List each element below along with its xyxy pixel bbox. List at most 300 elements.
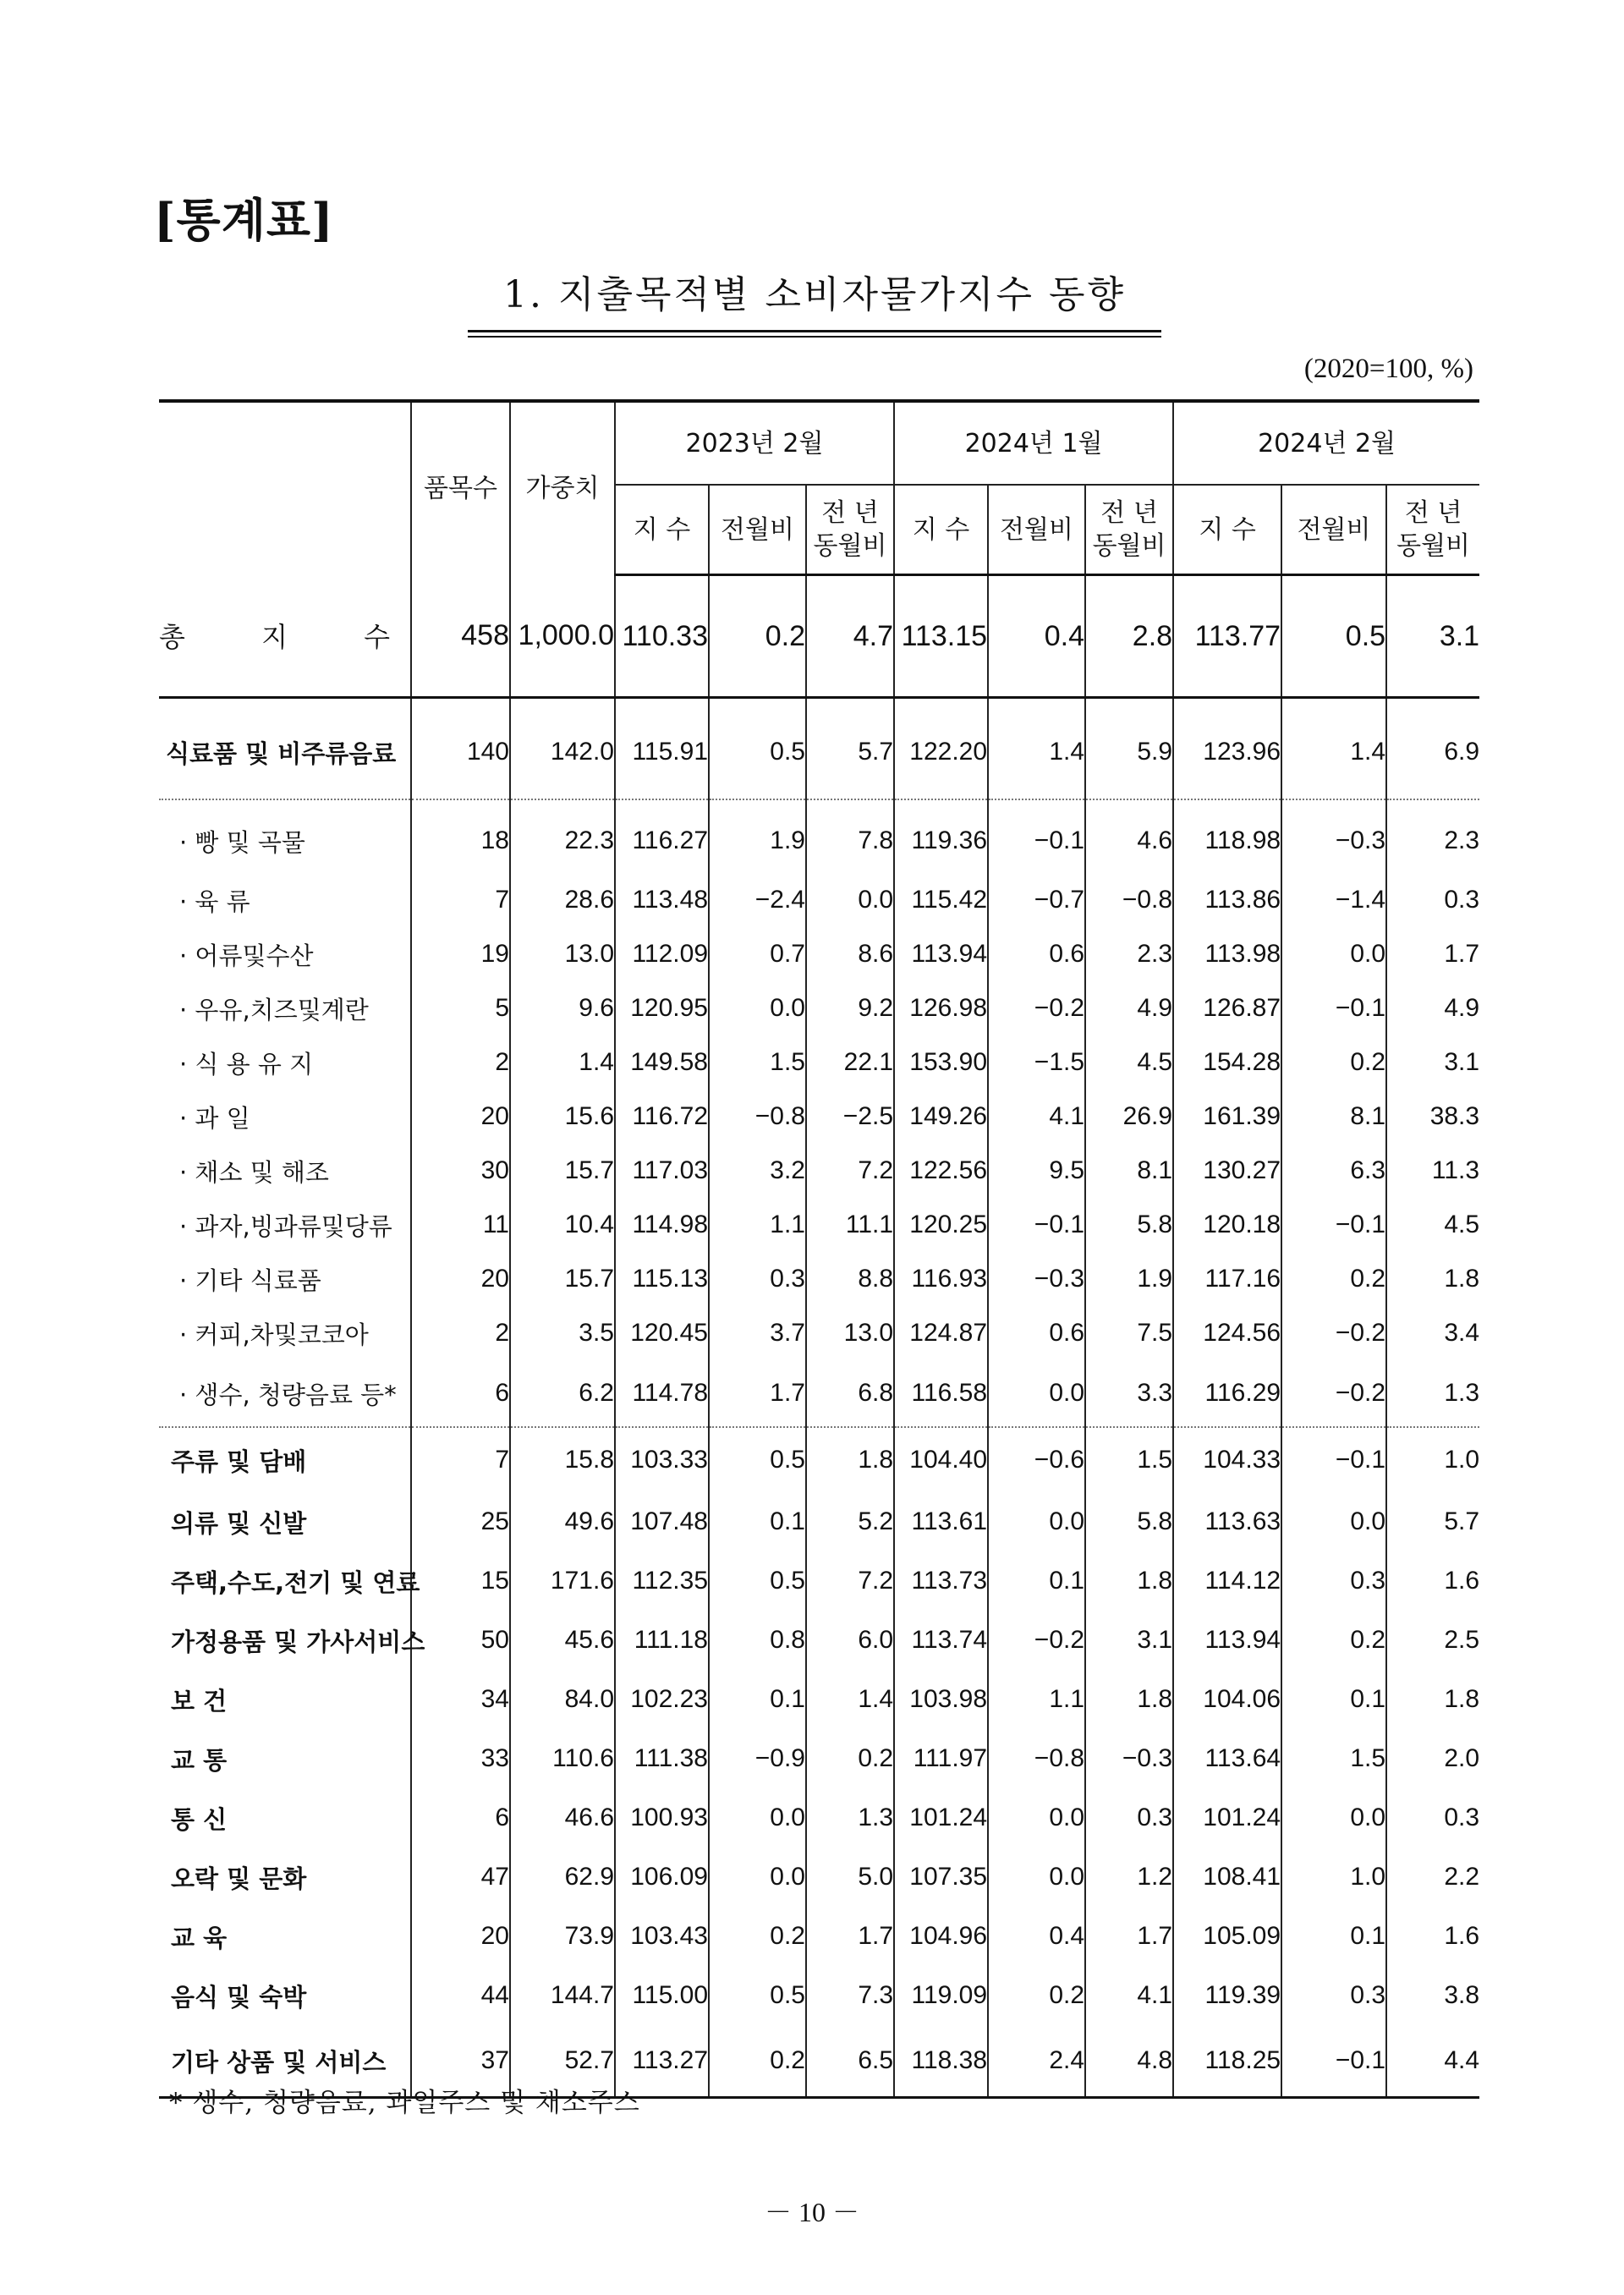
table-cell: 1.8 [1386, 1670, 1479, 1729]
table-cell: 1.4 [1281, 698, 1386, 800]
header-yoy-line2: 동월비 [1396, 531, 1471, 561]
table-cell: 1.9 [709, 799, 806, 873]
table-cell: 20 [411, 1907, 510, 1966]
table-cell: 110.6 [510, 1729, 615, 1788]
table-row [159, 1198, 1479, 1252]
table-cell: 1.4 [510, 1035, 615, 1090]
table-cell: 108.41 [1173, 1848, 1281, 1907]
table-cell: 101.24 [1173, 1788, 1281, 1848]
table-cell: 1.8 [806, 1427, 894, 1492]
table-row [159, 981, 1479, 1035]
header-weight: 가중치 [510, 401, 615, 575]
header-yoy [1386, 485, 1479, 575]
table-cell: 33 [411, 1729, 510, 1788]
table-cell: 1.0 [1386, 1427, 1479, 1492]
row-label: 기타 상품 및 서비스 [159, 2025, 411, 2098]
table-row [159, 1427, 1479, 1492]
table-cell: 104.06 [1173, 1670, 1281, 1729]
table-cell: 115.42 [894, 873, 988, 927]
table-cell: 124.87 [894, 1306, 988, 1360]
table-cell: 113.94 [1173, 1611, 1281, 1670]
table-cell: −0.1 [988, 1198, 1085, 1252]
table-cell: 6.3 [1281, 1144, 1386, 1198]
table-row [159, 1611, 1479, 1670]
table-cell: 153.90 [894, 1035, 988, 1090]
header-mom: 전월비 [1281, 485, 1386, 575]
table-cell: 0.2 [1281, 1252, 1386, 1306]
table-cell: 10.4 [510, 1198, 615, 1252]
table-cell: 0.0 [709, 1788, 806, 1848]
table-cell: −1.5 [988, 1035, 1085, 1090]
table-cell: 5 [411, 981, 510, 1035]
table-cell: 6.0 [806, 1611, 894, 1670]
table-cell: 1.3 [806, 1788, 894, 1848]
table-cell: 113.98 [1173, 927, 1281, 981]
table-cell: 3.1 [1386, 575, 1479, 698]
table-header [159, 401, 1479, 575]
table-cell: 0.0 [806, 873, 894, 927]
table-cell: 0.0 [709, 1848, 806, 1907]
table-cell: −0.8 [709, 1090, 806, 1144]
table-cell: −0.9 [709, 1729, 806, 1788]
table-cell: 2.5 [1386, 1611, 1479, 1670]
table-row [159, 1144, 1479, 1198]
table-cell: 30 [411, 1144, 510, 1198]
table-cell: 116.93 [894, 1252, 988, 1306]
table-cell: 7.3 [806, 1966, 894, 2025]
table-cell: 3.7 [709, 1306, 806, 1360]
table-cell: 4.5 [1386, 1198, 1479, 1252]
table-row [159, 1848, 1479, 1907]
table-cell: 4.4 [1386, 2025, 1479, 2098]
table-cell: 1.0 [1281, 1848, 1386, 1907]
table-cell: 0.1 [1281, 1670, 1386, 1729]
table-cell: 7.5 [1085, 1306, 1173, 1360]
table-cell: 126.87 [1173, 981, 1281, 1035]
total-index-row [159, 575, 1479, 698]
table-row [159, 1306, 1479, 1360]
table-cell: 7.2 [806, 1144, 894, 1198]
table-cell: 2.3 [1085, 927, 1173, 981]
table-cell: −0.1 [988, 799, 1085, 873]
table-cell: 144.7 [510, 1966, 615, 2025]
table-cell: −0.1 [1281, 1427, 1386, 1492]
table-cell: 120.45 [615, 1306, 709, 1360]
row-label: 오락 및 문화 [171, 1864, 307, 1893]
table-cell: 104.40 [894, 1427, 988, 1492]
row-label: 음식 및 숙박 [171, 1982, 307, 2012]
table-cell: 116.58 [894, 1360, 988, 1427]
table-cell: 102.23 [615, 1670, 709, 1729]
table-row [159, 1090, 1479, 1144]
table-cell: 3.3 [1085, 1360, 1173, 1427]
title-underline [468, 330, 1161, 332]
table-row [159, 1788, 1479, 1848]
table-cell: 0.3 [1386, 1788, 1479, 1848]
table-cell: 6.8 [806, 1360, 894, 1427]
table-cell: 113.63 [1173, 1492, 1281, 1551]
table-cell: 104.33 [1173, 1427, 1281, 1492]
table-cell: 458 [411, 575, 510, 698]
table-cell: 11.3 [1386, 1144, 1479, 1198]
table-cell: 103.43 [615, 1907, 709, 1966]
table-cell: 50 [411, 1611, 510, 1670]
table-cell: 105.09 [1173, 1907, 1281, 1966]
table-cell: 104.96 [894, 1907, 988, 1966]
table-cell: 4.9 [1085, 981, 1173, 1035]
table-cell: −0.8 [1085, 873, 1173, 927]
table-cell: 13.0 [510, 927, 615, 981]
table-cell: 0.5 [709, 1427, 806, 1492]
table-cell: 1.7 [806, 1907, 894, 1966]
table-cell: 0.6 [988, 927, 1085, 981]
title-block [468, 264, 1161, 338]
table-cell: −0.1 [1281, 2025, 1386, 2098]
table-cell: 15.7 [510, 1144, 615, 1198]
table-cell: 0.0 [988, 1788, 1085, 1848]
row-label: · 육 류 [179, 887, 250, 916]
table-cell: 124.56 [1173, 1306, 1281, 1360]
table-cell: 2.8 [1085, 575, 1173, 698]
table-cell: 6 [411, 1788, 510, 1848]
table-cell: 100.93 [615, 1788, 709, 1848]
table-cell: 8.1 [1085, 1144, 1173, 1198]
table-cell: 1.5 [1281, 1729, 1386, 1788]
header-period-1: 2023년 2월 [615, 401, 894, 485]
table-cell: 1.4 [806, 1670, 894, 1729]
table-cell: 110.33 [615, 575, 709, 698]
table-row [159, 1729, 1479, 1788]
table-cell: 1.5 [1085, 1427, 1173, 1492]
table-cell: 111.97 [894, 1729, 988, 1788]
table-cell: −0.1 [1281, 981, 1386, 1035]
table-cell: 20 [411, 1090, 510, 1144]
header-item-count: 품목수 [411, 401, 510, 575]
row-label: 의류 및 신발 [171, 1508, 307, 1538]
table-cell: 15 [411, 1551, 510, 1611]
table-cell: 1.8 [1085, 1670, 1173, 1729]
row-label: 보 건 [171, 1686, 228, 1716]
table-cell: 113.27 [615, 2025, 709, 2098]
table-cell: 103.33 [615, 1427, 709, 1492]
table-cell: 5.2 [806, 1492, 894, 1551]
row-label: 식료품 및 비주류음료 [159, 698, 411, 800]
table-cell: 38.3 [1386, 1090, 1479, 1144]
table-row [159, 873, 1479, 927]
table-cell: 11 [411, 1198, 510, 1252]
table-cell: 115.91 [615, 698, 709, 800]
table-cell: 123.96 [1173, 698, 1281, 800]
table-cell: 2 [411, 1035, 510, 1090]
table-row [159, 1035, 1479, 1090]
table-cell: 149.26 [894, 1090, 988, 1144]
table-cell: 19 [411, 927, 510, 981]
header-yoy [1085, 485, 1173, 575]
table-cell: 3.1 [1085, 1611, 1173, 1670]
table-cell: 28.6 [510, 873, 615, 927]
table-cell: 120.18 [1173, 1198, 1281, 1252]
table-cell: −0.3 [1085, 1729, 1173, 1788]
header-yoy-line2: 동월비 [813, 531, 887, 561]
table-cell: 1.1 [709, 1198, 806, 1252]
table-cell: 114.98 [615, 1198, 709, 1252]
table-cell: 5.0 [806, 1848, 894, 1907]
table-cell: 126.98 [894, 981, 988, 1035]
table-cell: 8.1 [1281, 1090, 1386, 1144]
table-cell: 107.48 [615, 1492, 709, 1551]
table-cell: 107.35 [894, 1848, 988, 1907]
table-cell: 0.3 [1386, 873, 1479, 927]
table-cell: 0.0 [988, 1492, 1085, 1551]
table-cell: 115.13 [615, 1252, 709, 1306]
row-label: · 과 일 [179, 1103, 250, 1133]
table-cell: 0.3 [709, 1252, 806, 1306]
table-cell: 116.27 [615, 799, 709, 873]
table-cell: 1.1 [988, 1670, 1085, 1729]
table-cell: 119.09 [894, 1966, 988, 2025]
table-cell: 0.3 [1281, 1551, 1386, 1611]
table-cell: 113.86 [1173, 873, 1281, 927]
table-cell: 111.18 [615, 1611, 709, 1670]
table-cell: −0.7 [988, 873, 1085, 927]
row-label: · 빵 및 곡물 [179, 827, 305, 857]
document-title: 1. 지출목적별 소비자물가지수 동향 [503, 273, 1126, 316]
row-label: · 식 용 유 지 [179, 1049, 314, 1079]
table-cell: 4.5 [1085, 1035, 1173, 1090]
table-cell: 140 [411, 698, 510, 800]
table-cell: 0.5 [709, 698, 806, 800]
table-cell: 122.56 [894, 1144, 988, 1198]
table-cell: 47 [411, 1848, 510, 1907]
table-cell: 113.77 [1173, 575, 1281, 698]
row-label: · 어류및수산 [179, 941, 314, 970]
table-cell: 113.64 [1173, 1729, 1281, 1788]
table-cell: 1.8 [1085, 1551, 1173, 1611]
row-label: · 생수, 청량음료 등* [159, 1360, 411, 1427]
section-label: [통계표] [154, 193, 334, 247]
table-cell: −0.6 [988, 1427, 1085, 1492]
table-row [159, 1670, 1479, 1729]
table-cell: 119.36 [894, 799, 988, 873]
table-cell: 7 [411, 1427, 510, 1492]
table-cell: 0.2 [988, 1966, 1085, 2025]
table-row [159, 799, 1479, 873]
table-cell: 15.7 [510, 1252, 615, 1306]
row-label: 주택,수도,전기 및 연료 [171, 1568, 420, 1597]
table-cell: 0.2 [1281, 1035, 1386, 1090]
table-cell: 2 [411, 1306, 510, 1360]
header-yoy-line1: 전 년 [1404, 498, 1462, 528]
table-cell: −2.4 [709, 873, 806, 927]
table-cell: 0.1 [1281, 1907, 1386, 1966]
table-cell: 118.38 [894, 2025, 988, 2098]
table-cell: 37 [411, 2025, 510, 2098]
table-cell: 4.7 [806, 575, 894, 698]
table-cell: 1.2 [1085, 1848, 1173, 1907]
table-cell: 117.03 [615, 1144, 709, 1198]
table-cell: 5.8 [1085, 1198, 1173, 1252]
table-cell: 7.8 [806, 799, 894, 873]
table-cell: −0.1 [1281, 1198, 1386, 1252]
table-cell: 112.35 [615, 1551, 709, 1611]
cpi-table [159, 399, 1479, 2099]
table-cell: 2.3 [1386, 799, 1479, 873]
table-cell: 1.5 [709, 1035, 806, 1090]
table-cell: 114.12 [1173, 1551, 1281, 1611]
row-label: · 우유,치즈및계란 [179, 995, 369, 1024]
table-cell: 0.0 [988, 1360, 1085, 1427]
table-cell: 0.5 [1281, 575, 1386, 698]
table-cell: −0.2 [1281, 1360, 1386, 1427]
table-cell: 118.25 [1173, 2025, 1281, 2098]
table-cell: 112.09 [615, 927, 709, 981]
row-label: 교 통 [171, 1745, 228, 1775]
table-cell: 8.8 [806, 1252, 894, 1306]
table-cell: 101.24 [894, 1788, 988, 1848]
header-period-2: 2024년 1월 [894, 401, 1173, 485]
table-cell: 18 [411, 799, 510, 873]
table-cell: 15.6 [510, 1090, 615, 1144]
table-row [159, 927, 1479, 981]
table-cell: 6 [411, 1360, 510, 1427]
table-cell: 8.6 [806, 927, 894, 981]
food-group-row [159, 698, 1479, 800]
table-cell: 118.98 [1173, 799, 1281, 873]
table-cell: 0.0 [709, 981, 806, 1035]
table-cell: 0.2 [709, 1907, 806, 1966]
table-row [159, 1551, 1479, 1611]
table-cell: 106.09 [615, 1848, 709, 1907]
table-cell: 1.6 [1386, 1551, 1479, 1611]
table-cell: 171.6 [510, 1551, 615, 1611]
table-cell: 0.1 [709, 1492, 806, 1551]
table-cell: 1.9 [1085, 1252, 1173, 1306]
table-cell: 5.7 [1386, 1492, 1479, 1551]
table-cell: 1.7 [709, 1360, 806, 1427]
table-cell: 0.0 [988, 1848, 1085, 1907]
table-cell: 114.78 [615, 1360, 709, 1427]
header-yoy [806, 485, 894, 575]
table-cell: 122.20 [894, 698, 988, 800]
table-cell: 0.0 [1281, 1788, 1386, 1848]
table-cell: 73.9 [510, 1907, 615, 1966]
table-cell: 6.9 [1386, 698, 1479, 800]
header-index: 지 수 [894, 485, 988, 575]
table-cell: −0.8 [988, 1729, 1085, 1788]
table-cell: 113.61 [894, 1492, 988, 1551]
table-cell: 0.5 [709, 1551, 806, 1611]
page-number: － 10 － [764, 2197, 859, 2227]
table-cell: 0.4 [988, 575, 1085, 698]
table-cell: 45.6 [510, 1611, 615, 1670]
table-cell: 0.2 [709, 575, 806, 698]
row-label: · 채소 및 해조 [179, 1157, 329, 1187]
table-cell: 7 [411, 873, 510, 927]
table-cell: −2.5 [806, 1090, 894, 1144]
table-cell: 44 [411, 1966, 510, 2025]
table-cell: 9.6 [510, 981, 615, 1035]
table-cell: −1.4 [1281, 873, 1386, 927]
table-cell: 5.8 [1085, 1492, 1173, 1551]
row-label: 통 신 [171, 1804, 228, 1834]
row-label: 가정용품 및 가사서비스 [171, 1627, 425, 1656]
table-cell: 0.7 [709, 927, 806, 981]
table-cell: 6.5 [806, 2025, 894, 2098]
table-cell: 9.2 [806, 981, 894, 1035]
table-cell: 3.4 [1386, 1306, 1479, 1360]
table-row [159, 1252, 1479, 1306]
row-label: 주류 및 담배 [171, 1447, 307, 1476]
row-label: · 과자,빙과류및당류 [179, 1211, 392, 1241]
table-cell: 46.6 [510, 1788, 615, 1848]
row-label: · 커피,차및코코아 [179, 1320, 369, 1349]
table-cell: 120.25 [894, 1198, 988, 1252]
table-cell: 4.6 [1085, 799, 1173, 873]
table-cell: 111.38 [615, 1729, 709, 1788]
table-cell: −0.3 [988, 1252, 1085, 1306]
table-row [159, 1907, 1479, 1966]
unit-note: (2020=100, %) [1303, 354, 1473, 384]
table-cell: 1.7 [1386, 927, 1479, 981]
table-cell: 1.4 [988, 698, 1085, 800]
table-cell: 4.8 [1085, 2025, 1173, 2098]
table-cell: 52.7 [510, 2025, 615, 2098]
row-label: 교 육 [171, 1923, 228, 1952]
table-cell: 0.4 [988, 1907, 1085, 1966]
table-cell: 26.9 [1085, 1090, 1173, 1144]
table-cell: 4.1 [988, 1090, 1085, 1144]
table-cell: 1.6 [1386, 1907, 1479, 1966]
table-cell: 120.95 [615, 981, 709, 1035]
header-index: 지 수 [615, 485, 709, 575]
table-cell: 49.6 [510, 1492, 615, 1551]
header-mom: 전월비 [988, 485, 1085, 575]
table-cell: 113.15 [894, 575, 988, 698]
table-row [159, 1360, 1479, 1427]
table-cell: 5.9 [1085, 698, 1173, 800]
table-cell: 0.2 [1281, 1611, 1386, 1670]
table-cell: 4.1 [1085, 1966, 1173, 2025]
table-cell: 3.8 [1386, 1966, 1479, 2025]
table-cell: 0.8 [709, 1611, 806, 1670]
table-cell: 1.3 [1386, 1360, 1479, 1427]
footnote: * 생수, 청량음료, 과일주스 및 채소주스 [169, 2088, 640, 2118]
table-cell: 142.0 [510, 698, 615, 800]
header-yoy-line1: 전 년 [1100, 498, 1158, 528]
table-cell: 0.0 [1281, 1492, 1386, 1551]
table-row [159, 1492, 1479, 1551]
table-body [159, 575, 1479, 2098]
table-cell: 5.7 [806, 698, 894, 800]
table-cell: 22.3 [510, 799, 615, 873]
header-period-3: 2024년 2월 [1173, 401, 1479, 485]
table-cell: 161.39 [1173, 1090, 1281, 1144]
table-cell: 0.6 [988, 1306, 1085, 1360]
table-cell: 113.94 [894, 927, 988, 981]
table-cell: 113.74 [894, 1611, 988, 1670]
table-cell: 154.28 [1173, 1035, 1281, 1090]
table-cell: 113.73 [894, 1551, 988, 1611]
table-cell: 62.9 [510, 1848, 615, 1907]
table-cell: 9.5 [988, 1144, 1085, 1198]
table-cell: 0.3 [1281, 1966, 1386, 2025]
row-label: 총 지 수 [159, 575, 411, 698]
table-cell: 130.27 [1173, 1144, 1281, 1198]
header-index: 지 수 [1173, 485, 1281, 575]
table-cell: 1,000.0 [510, 575, 615, 698]
table-cell: 20 [411, 1252, 510, 1306]
table-cell: 2.2 [1386, 1848, 1479, 1907]
